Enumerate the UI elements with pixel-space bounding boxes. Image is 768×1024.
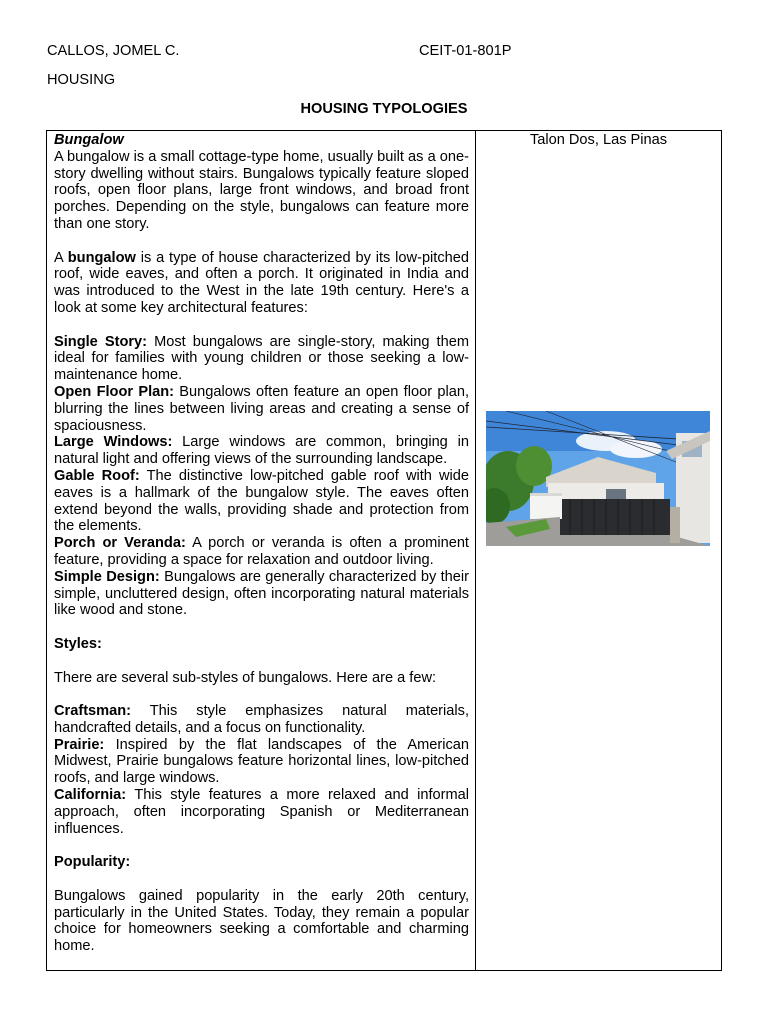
style-text: This style features a more relaxed and informal approach, often incorporating Spanish or Mediterranean influences. (54, 787, 469, 837)
feature-term: Single Story: (54, 333, 148, 350)
feature-item (54, 384, 469, 434)
feature-item (54, 535, 469, 569)
description-cell (47, 131, 476, 971)
typology-name: Bungalow (54, 132, 124, 148)
style-term: Prairie: (54, 736, 105, 753)
feature-term: Large Windows: (54, 434, 173, 451)
feature-item (54, 569, 469, 619)
history-paragraph (54, 250, 469, 317)
feature-term: Open Floor Plan: (54, 383, 175, 400)
style-term: Craftsman: (54, 703, 132, 720)
feature-term: Simple Design: (54, 568, 160, 585)
typology-table (46, 130, 722, 971)
feature-text: Bungalows are generally characterized by their simple, uncluttered design, often incorporating natural materials like wood and stone. (54, 568, 470, 619)
history-term: bungalow (67, 249, 136, 266)
styles-intro: There are several sub-styles of bungalows. Here are a few: (54, 669, 437, 686)
example-cell (476, 131, 722, 971)
author-name: CALLOS, JOMEL C. (47, 43, 180, 59)
feature-item (54, 468, 469, 535)
history-lead: A (54, 249, 68, 266)
document-title: HOUSING TYPOLOGIES (300, 101, 468, 117)
feature-text: Most bungalows are single-story, making them ideal for families with young children or those seeking a low-maintenance home. (54, 333, 469, 384)
style-term: California: (54, 787, 127, 804)
subject-label: HOUSING (47, 72, 116, 88)
popularity-heading: Popularity: (54, 854, 131, 871)
intro-paragraph: A bungalow is a small cottage-type home, usually built as a one-story dwelling without stairs. Bungalows typically feature sloped roofs, open floor plans, large front windows, and broad front porches. Depending on the style, bungalows can feature more than one story. (54, 148, 469, 232)
style-item (54, 737, 469, 787)
style-item (54, 787, 469, 837)
feature-text: A porch or veranda is often a prominent feature, providing a space for relaxation and outdoor living. (54, 535, 469, 568)
section-code: CEIT-01-801P (419, 43, 512, 59)
feature-text: Bungalows often feature an open floor plan, blurring the lines between living areas and creating a sense of spaciousness. (54, 383, 469, 434)
bungalow-photo (486, 411, 710, 546)
feature-item (54, 434, 469, 468)
popularity-paragraph: Bungalows gained popularity in the early 20th century, particularly in the United States. Today, they remain a popular choice for homeowners seeking a comfortable and charming home. (54, 887, 469, 955)
style-item (54, 703, 469, 737)
style-text: Inspired by the flat landscapes of the American Midwest, Prairie bungalows feature horizontal lines, low-pitched roofs, and large windows. (54, 736, 469, 787)
style-text: This style emphasizes natural materials, handcrafted details, and a focus on functionality. (54, 703, 469, 736)
feature-text: Large windows are common, bringing in natural light and offering views of the surrounding landscape. (54, 434, 469, 468)
feature-term: Porch or Veranda: (54, 535, 186, 552)
table-row (47, 131, 722, 971)
location-label: Talon Dos, Las Pinas (529, 132, 668, 148)
feature-term: Gable Roof: (54, 467, 140, 484)
feature-text: The distinctive low-pitched gable roof with wide eaves is a hallmark of the bungalow style. The eaves often extend beyond the walls, providing shade and protection from the elements. (54, 467, 470, 535)
history-text: is a type of house characterized by its low-pitched roof, wide eaves, and often a porch. It originated in India and was introduced to the West in the late 19th century. Here's a look at some key architectural features: (54, 249, 469, 316)
feature-item (54, 334, 469, 384)
styles-heading: Styles: (54, 635, 102, 652)
